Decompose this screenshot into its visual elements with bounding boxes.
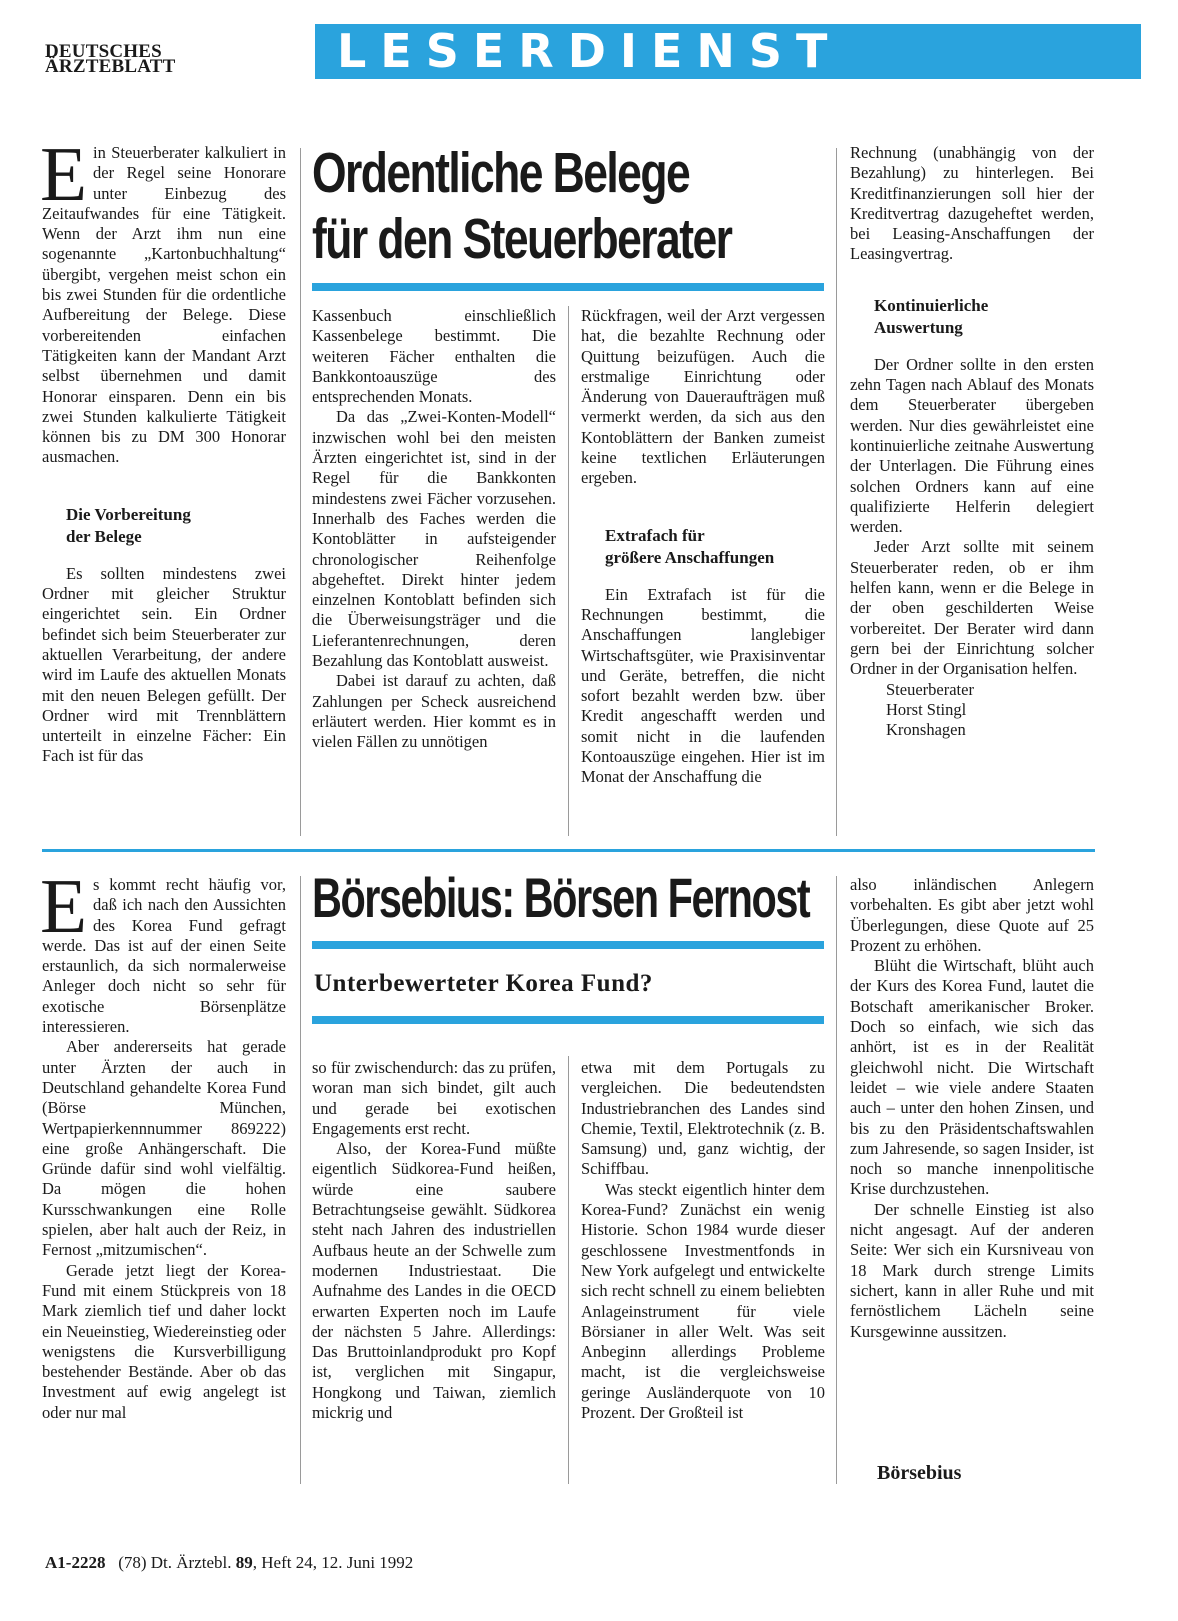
article1-paragraph: Dabei ist darauf zu achten, daß Zahlungen per Scheck ausreichend erläutert werden. Hier kommt es in vielen Fällen zu unnötigen (312, 671, 556, 752)
article1-paragraph: Es sollten mindestens zwei Ordner mit gleicher Struktur eingerichtet sein. Ein Ordner befindet sich beim Steuerberater zur aktuellen Verarbeitung, der andere wird im Laufe des aktuellen Monats mit den neuen Belegen gefüllt. Der Ordner wird mit Trennblättern unterteilt in einzelne Fächer: Ein Fach ist für das (42, 563, 286, 766)
masthead-line1: DEUTSCHES (45, 41, 162, 62)
article2-signature: Börsebius (877, 1462, 962, 1484)
author-name: Horst Stingl (886, 699, 967, 719)
article1-headline-line2: für den Steuerberater (312, 207, 732, 271)
journal-issue: , Heft 24, 12. Juni 1992 (252, 1553, 414, 1572)
subheadline-underline (312, 1016, 824, 1024)
section-banner: LESERDIENST (315, 24, 1141, 79)
page-number: (78) (118, 1553, 147, 1572)
author-place: Kronshagen (886, 720, 966, 740)
column-rule (568, 1056, 569, 1484)
headline-underline (312, 283, 824, 291)
article1-column-4 (850, 143, 1094, 740)
masthead-line2: ÄRZTEBLATT (45, 56, 176, 77)
article1-paragraph: Jeder Arzt sollte mit seinem Steuerberater reden, ob er ihm helfen kann, wenn er die Belege in der oben geschilderten Weise vorbereitet. Der Berater wird dann gern bei der Einrichtung solcher Ordner in der Organisation helfen. (850, 537, 1094, 679)
article1-subheading-extrafach: Extrafach für größere Anschaffungen (605, 525, 775, 567)
article1-column-1 (40, 131, 286, 767)
article2-headline: Börsebius: Börsen Fernost (312, 866, 810, 929)
article-divider (42, 849, 1095, 852)
article2-column-2 (312, 1058, 556, 1423)
column-rule (568, 306, 569, 836)
article2-paragraph: Blüht die Wirtschaft, blüht auch der Kurs des Korea Fund, lautet die Botschaft amerikanischer Broker. Doch so einfach, wie sich das anhört, ist es in der Realität gleichwohl nicht. Die Wirtschaft leidet – wie viele andere Staaten auch – unter den hohen Zinsen, und bis zu den Präsidentschaftswahlen zum Jahresende, so sagen Insider, ist noch so manche innenpolitische Krise durchzustehen. (850, 956, 1094, 1199)
article2-paragraph: Also, der Korea-Fund müßte eigentlich Südkorea-Fund heißen, würde eine saubere Betrachtungseise gewählt. Südkorea steht nach Jahren des industriellen Aufbaus heute an der Schwelle zum modernen Industriestaat. Die Aufnahme des Landes in die OECD erwarten Experten noch im Laufe der nächsten 5 Jahre. Allerdings: Das Bruttoinlandprodukt pro Kopf ist, verglichen mit Singapur, Hongkong und Taiwan, ziemlich mickrig und (312, 1139, 556, 1423)
article1-headline (312, 140, 731, 272)
article2-paragraph: Gerade jetzt liegt der Korea-Fund mit einem Stückpreis von 18 Mark ziemlich tief und daher lockt ein Neueinstieg, Wiedereinstieg oder wenigstens die Kursverbilligung bestehender Bestände. Aber ob das Investment auf ewig angelegt ist oder nur mal (42, 1260, 286, 1422)
drop-cap: E (40, 863, 88, 949)
article2-column-1 (40, 863, 286, 1423)
article2-paragraph: also inländischen Anlegern vorbehalten. Es gibt aber jetzt wohl Überlegungen, diese Quote auf 25 Prozent zu erhöhen. (850, 875, 1094, 955)
article1-paragraph: Ein Extrafach ist für die Rechnungen bestimmt, die Anschaffungen langlebiger Wirtschaftsgüter, wie Praxisinventar und Geräte, betreffen, die nicht sofort bezahlt werden bzw. über Kredit angeschafft werden und somit nicht in die laufenden Kontoauszüge eingehen. Hier ist im Monat der Anschaffung die (581, 584, 825, 787)
article2-column-4 (850, 875, 1094, 1342)
article1-paragraph: Kassenbuch einschließlich Kassenbelege bestimmt. Die weiteren Fächer enthalten die Bankkontoauszüge des entsprechenden Monats. (312, 306, 556, 407)
drop-cap: E (40, 131, 88, 217)
article2-paragraph: etwa mit dem Portugals zu vergleichen. Die bedeutendsten Industriebranchen des Landes sind Chemie, Textil, Elektrotechnik (z. B. Samsung) und, ganz wichtig, der Schiffbau. (581, 1058, 825, 1179)
column-rule (836, 148, 837, 836)
column-rule (300, 148, 301, 836)
article1-paragraph: Der Ordner sollte in den ersten zehn Tagen nach Ablauf des Monats dem Steuerberater übergeben werden. Nur dies gewährleistet eine kontinuierliche zeitnahe Auswertung der Unterlagen. Die Führung eines solchen Ordners kann auf eine qualifizierte Helferin delegiert werden. (850, 354, 1094, 537)
column-rule (836, 876, 837, 1484)
journal-volume: 89 (235, 1553, 253, 1572)
article1-paragraph: Rechnung (unabhängig von der Bezahlung) zu hinterlegen. Bei Kreditfinanzierungen soll hier der Kreditvertrag dazugeheftet werden, bei Leasing-Anschaffungen der Leasingvertrag. (850, 143, 1094, 264)
masthead-logo (45, 41, 225, 77)
journal-name: Dt. Ärztebl. (150, 1553, 232, 1572)
article2-paragraph: so für zwischendurch: das zu prüfen, woran man sich bindet, gilt auch und gerade bei exotischen Engagements erst recht. (312, 1058, 556, 1138)
article1-paragraph: Da das „Zwei-Konten-Modell“ inzwischen wohl bei den meisten Ärzten eingerichtet ist, sind in der Regel für die Bankkonten mindestens zwei Fächer vorzusehen. Innerhalb des Faches werden die Kontoblätter in aufsteigender chronologischer Reihenfolge abgeheftet. Direkt hinter jedem einzelnen Kontoblatt befinden sich die Überweisungsträger und die Lieferantenrechnungen, deren Bezahlung das Kontoblatt ausweist. (312, 407, 556, 671)
article1-column-3 (581, 306, 825, 788)
page-footer (45, 1553, 413, 1573)
article2-paragraph: Was steckt eigentlich hinter dem Korea-Fund? Zunächst ein wenig Historie. Schon 1984 wurde dieser geschlossene Investmentfonds in New York aufgelegt und entwickelte sich recht schnell zu einem beliebten Anlageinstrument für viele Börsianer in aller Welt. Was seit Anbeginn allerdings Probleme macht, ist die vergleichsweise geringe Ausländerquote von 10 Prozent. Der Großteil ist (581, 1179, 825, 1423)
headline-underline (312, 941, 824, 949)
article2-lead-paragraph: Es kommt recht häufig vor, daß ich nach den Aussichten des Korea Fund gefragt werde. Das ist auf der einen Seite erstaunlich, da sich normalerweise Anleger doch nicht so sehr für exotische Börsenplätze interessieren. (40, 863, 286, 1037)
article1-headline-line1: Ordentliche Belege (312, 141, 690, 205)
article1-lead-paragraph: Ein Steuerberater kalkuliert in der Regel seine Honorare unter Einbezug des Zeitaufwandes für eine Tätigkeit. Wenn der Arzt ihm nun eine sogenannte „Kartonbuchhaltung“ übergibt, vergehen meist schon ein bis zwei Stunden für die ordentliche Aufbereitung der Belege. Diese vorbereitenden einfachen Tätigkeiten kann der Mandant Arzt selbst übernehmen und damit Honorar einsparen. Denn ein bis zwei Stunden kalkulierte Tätigkeit können bis zu DM 300 Honorar ausmachen. (40, 131, 286, 467)
article1-paragraph: Rückfragen, weil der Arzt vergessen hat, die bezahlte Rechnung oder Quittung beizufügen. Auch die erstmalige Einrichtung oder Änderung von Daueraufträgen muß vermerkt werden, da sich aus den Kontoblättern der Banken zumeist keine textlichen Erläuterungen ergeben. (581, 306, 825, 488)
article2-paragraph: Der schnelle Einstieg ist also nicht angesagt. Auf der anderen Seite: Wer sich ein Kursniveau von 18 Mark durch strenge Limits sichert, kann in aller Ruhe und mit fernöstlichem Lächeln seine Kursgewinne aussitzen. (850, 1199, 1094, 1341)
author-role: Steuerberater (886, 679, 974, 699)
article2-column-3 (581, 1058, 825, 1423)
article1-column-2 (312, 306, 556, 753)
column-rule (300, 876, 301, 1484)
article2-paragraph: Aber andererseits hat gerade unter Ärzten der auch in Deutschland gehandelte Korea Fund (Börse München, Wertpapierkennnummer 869222) eine große Anhängerschaft. Die Gründe dafür sind wohl vielfältig. Da mögen die hohen Kursschwankungen eine Rolle spielen, aber halt auch der Reiz, in Fernost „mitzumischen“. (42, 1037, 286, 1260)
page-code: A1-2228 (45, 1553, 106, 1572)
article2-subheadline: Unterbewerteter Korea Fund? (314, 970, 653, 997)
article1-subheading-vorbereitung: Die Vorbereitung der Belege (66, 504, 191, 546)
article1-subheading-auswertung: Kontinuierliche Auswertung (874, 295, 989, 337)
